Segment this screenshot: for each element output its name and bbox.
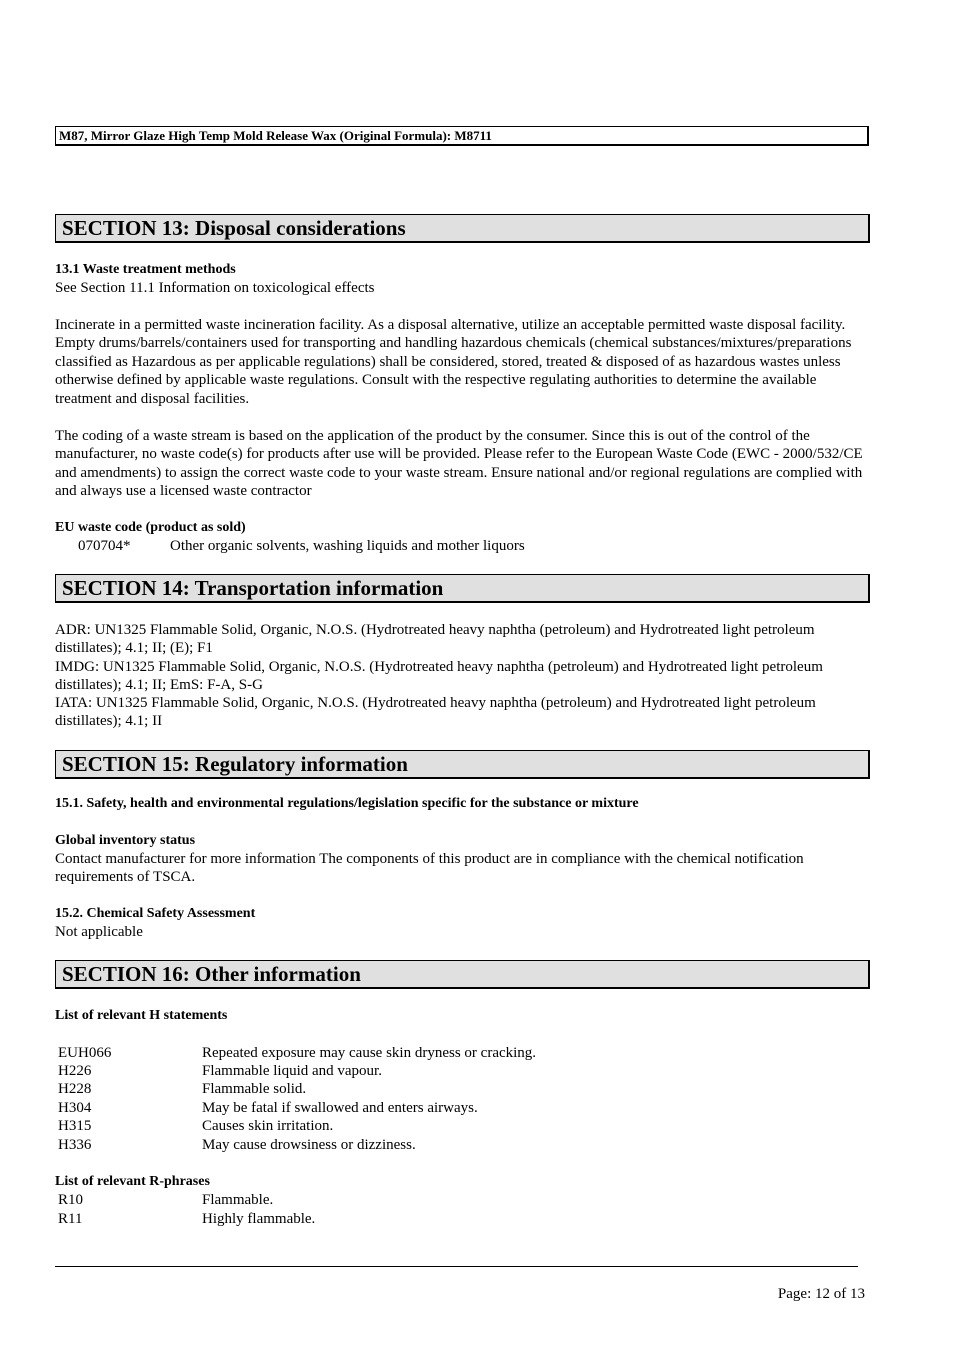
waste-treatment-heading: 13.1 Waste treatment methods — [55, 262, 236, 277]
eu-waste-code-description: Other organic solvents, washing liquids and mother liquors — [170, 538, 525, 554]
eu-waste-code: 070704* — [78, 538, 131, 554]
r-phrases-heading: List of relevant R-phrases — [55, 1174, 210, 1189]
r-phrase-code: R10 — [58, 1192, 84, 1208]
h-statement-text: Repeated exposure may cause skin dryness or cracking. — [202, 1045, 537, 1061]
eu-waste-code-heading: EU waste code (product as sold) — [55, 520, 246, 535]
h-statement-code: H226 — [58, 1063, 92, 1079]
h-statement-text: Flammable solid. — [202, 1081, 307, 1097]
h-statement-code: H315 — [58, 1118, 92, 1134]
r-phrase-text: Flammable. — [202, 1192, 274, 1208]
imdg-text: IMDG: UN1325 Flammable Solid, Organic, N.O.S. (Hydrotreated heavy naphtha (petroleum) and Hydrotreated light petroleum distillates); 4.1; II; EmS: F-A, S-G — [55, 659, 823, 694]
global-inventory-heading: Global inventory status — [55, 833, 196, 848]
section-15-heading: SECTION 15: Regulatory information — [55, 750, 870, 779]
footer-divider — [55, 1266, 858, 1267]
iata-text: IATA: UN1325 Flammable Solid, Organic, N.O.S. (Hydrotreated heavy naphtha (petroleum) and Hydrotreated light petroleum distillates); 4.1; II — [55, 695, 816, 730]
product-title: M87, Mirror Glaze High Temp Mold Release Wax (Original Formula): M8711 — [55, 126, 869, 146]
r-phrase-code: R11 — [58, 1211, 83, 1227]
h-statement-code: EUH066 — [58, 1045, 112, 1061]
page-number: Page: 12 of 13 — [777, 1286, 865, 1302]
see-section-text: See Section 11.1 Information on toxicological effects — [55, 280, 375, 296]
h-statements-heading: List of relevant H statements — [55, 1008, 228, 1023]
h-statement-code: H304 — [58, 1100, 92, 1116]
h-statement-text: Causes skin irritation. — [202, 1118, 334, 1134]
h-statement-code: H228 — [58, 1081, 92, 1097]
h-statement-text: May be fatal if swallowed and enters airways. — [202, 1100, 478, 1116]
h-statement-text: May cause drowsiness or dizziness. — [202, 1137, 416, 1153]
h-statement-text: Flammable liquid and vapour. — [202, 1063, 382, 1079]
section-13-heading: SECTION 13: Disposal considerations — [55, 214, 870, 243]
regulations-heading: 15.1. Safety, health and environmental regulations/legislation specific for the substance or mixture — [55, 796, 639, 811]
h-statement-code: H336 — [58, 1137, 92, 1153]
disposal-paragraph: Incinerate in a permitted waste incineration facility. As a disposal alternative, utilize an acceptable permitted waste disposal facility. Empty drums/barrels/containers used for transporting and handling hazardous chemicals (chemical substances/mixtures/preparations classified as Hazardous as per applicable regulations) shall be considered, stored, treated & disposed of as hazardous wastes unless otherwise defined by applicable waste regulations. Consult with the respective regulating authorities to determine the available treatment and disposal facilities. — [55, 317, 852, 407]
section-16-heading: SECTION 16: Other information — [55, 960, 870, 989]
chemical-safety-heading: 15.2. Chemical Safety Assessment — [55, 906, 256, 921]
chemical-safety-text: Not applicable — [55, 924, 143, 940]
adr-text: ADR: UN1325 Flammable Solid, Organic, N.O.S. (Hydrotreated heavy naphtha (petroleum) and Hydrotreated light petroleum distillates); 4.1; II; (E); F1 — [55, 622, 815, 657]
r-phrase-text: Highly flammable. — [202, 1211, 316, 1227]
waste-coding-paragraph: The coding of a waste stream is based on the application of the product by the consumer. Since this is out of the control of the manufacturer, no waste code(s) for products after use will be provided. Please refer to the European Waste Code (EWC - 2000/532/CE and amendments) to assign the correct waste code to your waste stream. Ensure national and/or regional regulations are complied with and always use a licensed waste contractor — [55, 428, 863, 500]
global-inventory-text: Contact manufacturer for more information The components of this product are in compliance with the chemical notification requirements of TSCA. — [55, 851, 804, 886]
section-14-heading: SECTION 14: Transportation information — [55, 574, 870, 603]
